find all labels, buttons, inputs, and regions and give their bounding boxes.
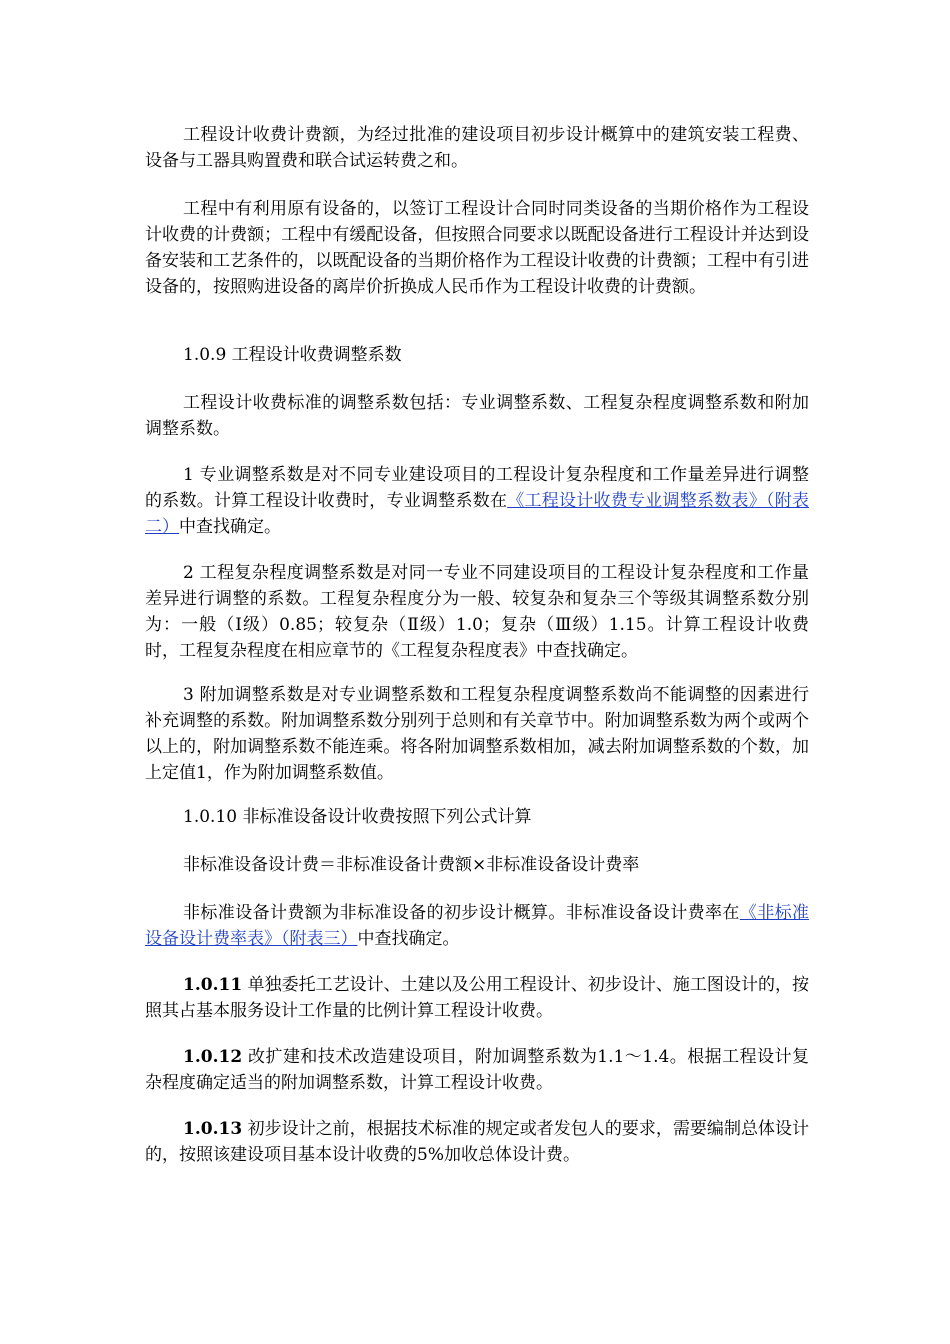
heading-1-0-10 bbox=[145, 804, 809, 830]
section-heading-text: 1.0.10 非标准设备设计收费按照下列公式计算 bbox=[183, 807, 532, 827]
paragraph-1-0-12 bbox=[145, 1044, 809, 1096]
paragraph-calc-base bbox=[145, 122, 809, 174]
paragraph-text: 非标准设备计费额为非标准设备的初步设计概算。非标准设备设计费率在 bbox=[183, 903, 740, 923]
link-appendix-table-2[interactable]: 《工程设计收费专业调整系数表》（附表二） bbox=[145, 491, 809, 537]
paragraph-text: 3 附加调整系数是对专业调整系数和工程复杂程度调整系数尚不能调整的因素进行补充调整的系数。附加调整系数分别列于总则和有关章节中。附加调整系数为两个或两个以上的，附加调整系数不能连乘。将各附加调整系数相加，减去附加调整系数的个数，加上定值1，作为附加调整系数值。 bbox=[145, 685, 809, 783]
section-heading-text: 1.0.9 工程设计收费调整系数 bbox=[183, 345, 402, 365]
paragraph-text: 中查找确定。 bbox=[179, 517, 281, 537]
paragraph-text: 中查找确定。 bbox=[357, 929, 460, 949]
paragraph-text: 单独委托工艺设计、土建以及公用工程设计、初步设计、施工图设计的，按照其占基本服务设计工作量的比例计算工程设计收费。 bbox=[145, 975, 809, 1021]
paragraph-text: 2 工程复杂程度调整系数是对同一专业不同建设项目的工程设计复杂程度和工作量差异进行调整的系数。工程复杂程度分为一般、较复杂和复杂三个等级其调整系数分别为：一般（Ⅰ级）0.85；较复杂（Ⅱ级）1.0；复杂（Ⅲ级）1.15。计算工程设计收费时，工程复杂程度在相应章节的《工程复杂程度表》中查找确定。 bbox=[145, 563, 809, 661]
paragraph-adjustment-coefficients bbox=[145, 390, 809, 442]
heading-1-0-9 bbox=[145, 342, 809, 368]
clause-number: 1.0.12 bbox=[183, 1047, 243, 1067]
paragraph-text: 初步设计之前，根据技术标准的规定或者发包人的要求，需要编制总体设计的，按照该建设项目基本设计收费的5%加收总体设计费。 bbox=[145, 1119, 809, 1165]
link-appendix-table-3[interactable]: 《非标准设备设计费率表》（附表三） bbox=[145, 903, 810, 949]
paragraph-1-0-11 bbox=[145, 972, 809, 1024]
clause-number: 1.0.13 bbox=[183, 1119, 243, 1139]
paragraph-1-0-13 bbox=[145, 1116, 809, 1168]
paragraph-text: 改扩建和技术改造建设项目，附加调整系数为1.1～1.4。根据工程设计复杂程度确定适当的附加调整系数，计算工程设计收费。 bbox=[145, 1047, 809, 1093]
paragraph-formula bbox=[145, 852, 809, 878]
paragraph-text: 工程设计收费标准的调整系数包括：专业调整系数、工程复杂程度调整系数和附加调整系数。 bbox=[145, 393, 809, 439]
paragraph-text: 1 专业调整系数是对不同专业建设项目的工程设计复杂程度和工作量差异进行调整的系数。计算工程设计收费时，专业调整系数在 bbox=[145, 465, 809, 511]
paragraph-text: 工程中有利用原有设备的，以签订工程设计合同时同类设备的当期价格作为工程设计收费的计费额；工程中有缓配设备，但按照合同要求以既配设备进行工程设计并达到设备安装和工艺条件的，以既配设备的当期价格作为工程设计收费的计费额；工程中有引进设备的，按照购进设备的离岸价折换成人民币作为工程设计收费的计费额。 bbox=[145, 199, 809, 297]
paragraph-nonstandard-equipment bbox=[145, 900, 809, 952]
paragraph-additional-coefficient bbox=[145, 682, 809, 786]
formula-text: 非标准设备设计费＝非标准设备计费额×非标准设备设计费率 bbox=[183, 855, 640, 875]
paragraph-professional-coefficient bbox=[145, 462, 809, 540]
paragraph-complexity-coefficient bbox=[145, 560, 809, 664]
paragraph-text: 工程设计收费计费额，为经过批准的建设项目初步设计概算中的建筑安装工程费、设备与工器具购置费和联合试运转费之和。 bbox=[145, 125, 809, 171]
clause-number: 1.0.11 bbox=[183, 975, 243, 995]
paragraph-existing-equipment bbox=[145, 196, 809, 300]
